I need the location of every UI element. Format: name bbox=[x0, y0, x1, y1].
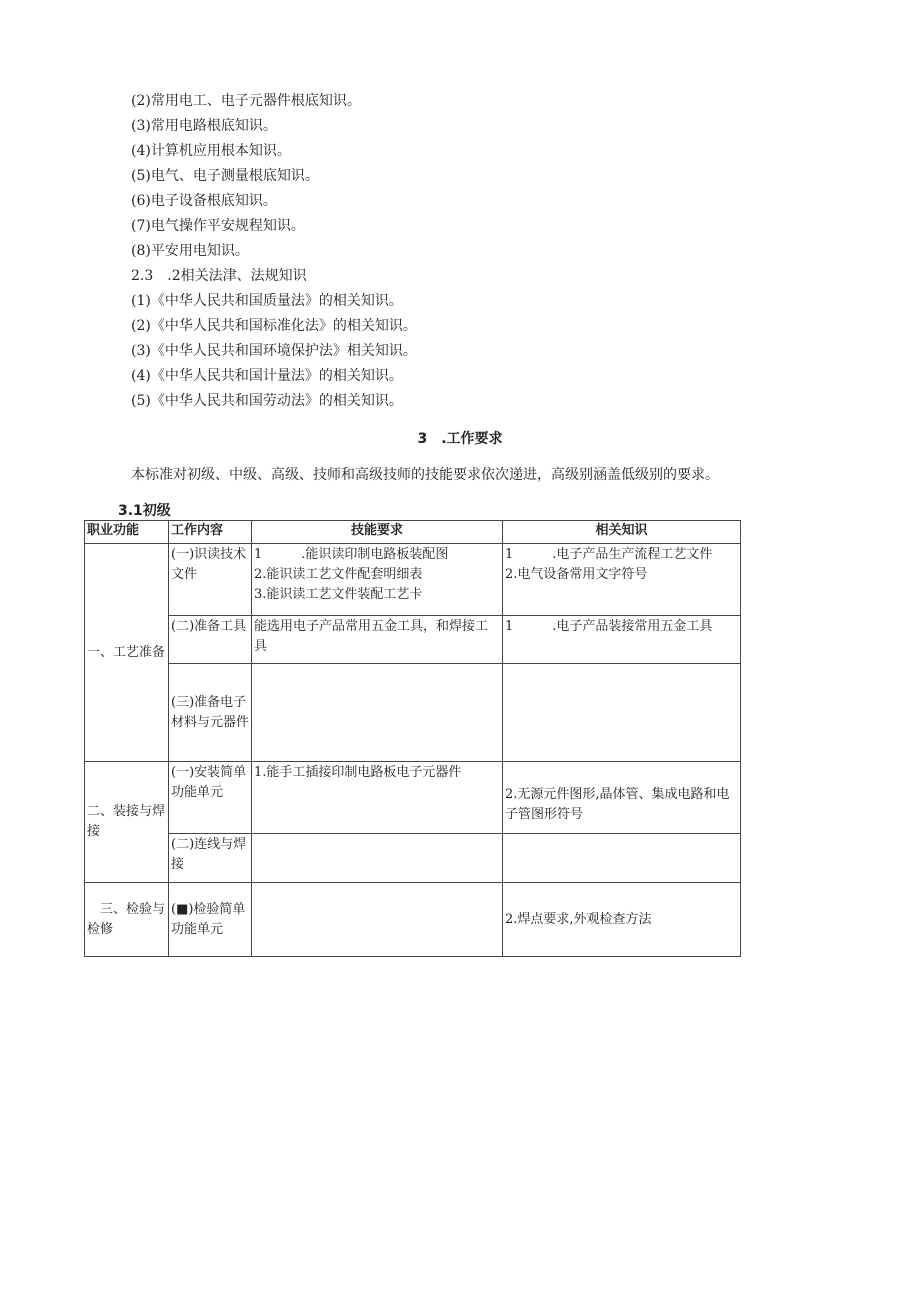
knowledge-line: 2.电气设备常用文字符号 bbox=[505, 567, 648, 582]
cell-knowledge bbox=[503, 834, 741, 883]
section-heading: 3 .工作要求 bbox=[417, 431, 503, 447]
cell-function: 一、工艺准备 bbox=[85, 544, 169, 762]
cell-knowledge bbox=[503, 664, 741, 762]
cell-content: (一)识读技术文件 bbox=[169, 544, 252, 616]
cell-knowledge bbox=[503, 762, 741, 834]
table-row bbox=[85, 664, 741, 762]
cell-skill bbox=[252, 544, 503, 616]
section-subheading: 2.3 .2相关法津、法规知识 bbox=[131, 268, 307, 284]
knowledge-line: 2.无源元件图形,晶体管、集成电路和电子管图形符号 bbox=[505, 787, 730, 822]
list-item: (7)电气操作平安规程知识。 bbox=[131, 218, 305, 234]
cell-skill bbox=[252, 883, 503, 957]
cell-function: 二、装接与焊接 bbox=[85, 762, 169, 883]
cell-skill bbox=[252, 834, 503, 883]
table-row bbox=[85, 883, 741, 957]
list-item: (2)常用电工、电子元器件根底知识。 bbox=[131, 93, 361, 109]
cell-content: (三)准备电子材料与元器件 bbox=[169, 664, 252, 762]
list-item: (4)计算机应用根本知识。 bbox=[131, 143, 291, 159]
requirements-table bbox=[84, 520, 741, 957]
list-item: (8)平安用电知识。 bbox=[131, 243, 249, 259]
table-row bbox=[85, 616, 741, 664]
table-row bbox=[85, 834, 741, 883]
cell-skill: 1.能手工插接印制电路板电子元器件 bbox=[252, 762, 503, 834]
cell-content: (■)检验简单功能单元 bbox=[169, 883, 252, 957]
list-item: (4)《中华人民共和国计量法》的相关知识。 bbox=[131, 368, 403, 384]
cell-function: 三、检验与检修 bbox=[85, 883, 169, 957]
skill-line: 3.能识读工艺文件装配工艺卡 bbox=[254, 587, 423, 602]
cell-skill: 能选用电子产品常用五金工具，和焊接工具 bbox=[252, 616, 503, 664]
list-item: (6)电子设备根底知识。 bbox=[131, 193, 277, 209]
header-content: 工作内容 bbox=[169, 521, 252, 544]
intro-paragraph: 本标准对初级、中级、高级、技师和高级技师的技能要求依次递进，高级别涵盖低级别的要求。 bbox=[131, 467, 719, 483]
list-item: (2)《中华人民共和国标准化法》的相关知识。 bbox=[131, 318, 417, 334]
skill-line: 1 .能识读印制电路板装配图 bbox=[254, 547, 449, 562]
header-function: 职业功能 bbox=[85, 521, 169, 544]
cell-content: (二)连线与焊接 bbox=[169, 834, 252, 883]
list-item: (3)《中华人民共和国环境保护法》相关知识。 bbox=[131, 343, 417, 359]
knowledge-line: 1 .电子产品生产流程工艺文件 bbox=[505, 547, 713, 562]
skill-line: 2.能识读工艺文件配套明细表 bbox=[254, 567, 423, 582]
list-item: (3)常用电路根底知识。 bbox=[131, 118, 277, 134]
cell-knowledge: 2.焊点要求,外观检查方法 bbox=[503, 883, 741, 957]
header-skill: 技能要求 bbox=[252, 521, 503, 544]
table-header-row bbox=[85, 521, 741, 544]
level-subheading: 3.1初级 bbox=[118, 503, 171, 519]
cell-knowledge bbox=[503, 544, 741, 616]
cell-content: (一)安装简单功能单元 bbox=[169, 762, 252, 834]
list-item: (5)《中华人民共和国劳动法》的相关知识。 bbox=[131, 393, 403, 409]
cell-skill bbox=[252, 664, 503, 762]
table-row bbox=[85, 762, 741, 834]
table-row bbox=[85, 544, 741, 616]
cell-knowledge: 1 .电子产品装接常用五金工具 bbox=[503, 616, 741, 664]
list-item: (1)《中华人民共和国质量法》的相关知识。 bbox=[131, 293, 403, 309]
header-knowledge: 相关知识 bbox=[503, 521, 741, 544]
cell-content: (二)准备工具 bbox=[169, 616, 252, 664]
list-item: (5)电气、电子测量根底知识。 bbox=[131, 168, 319, 184]
